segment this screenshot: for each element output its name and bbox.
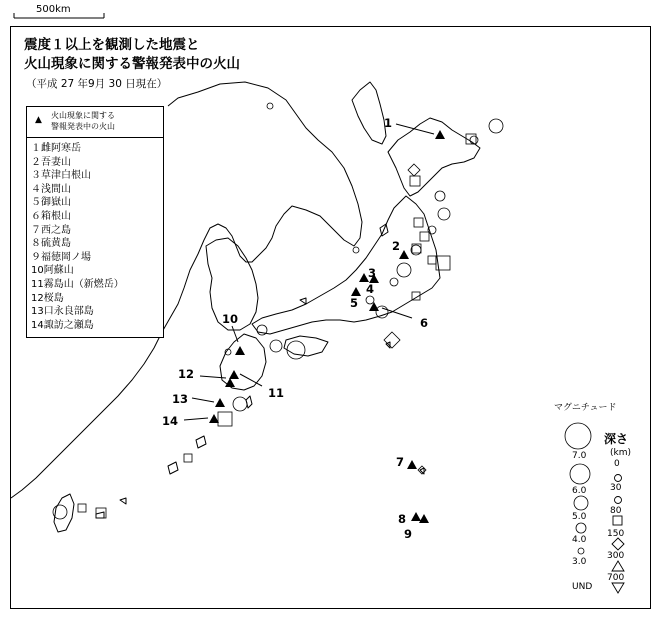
volcano-list-item: 11霧島山（新燃岳）	[31, 278, 124, 290]
volcano-label-12: 12	[178, 367, 195, 381]
volcano-list-item: 13口永良部島	[31, 306, 94, 318]
volcano-list-item: ６箱根山	[31, 210, 71, 222]
volcano-label-1: 1	[384, 116, 393, 130]
depth-circle-0	[615, 475, 622, 482]
depth-value-0: 0	[614, 459, 620, 469]
magnitude-value-7: 7.0	[572, 451, 587, 461]
volcano-label-9: 9	[404, 527, 413, 541]
volcano-label-6: 6	[420, 316, 429, 330]
depth-legend-unit: (km)	[610, 448, 632, 458]
volcano-list-item: ７西之島	[31, 224, 71, 236]
volcano-label-3: 3	[368, 266, 377, 280]
depth-diamond-150	[612, 538, 624, 550]
volcano-list-item: 12桜島	[31, 292, 64, 304]
volcano-label-7: 7	[396, 455, 405, 469]
legend-header-line-2: 警報発表中の火山	[51, 122, 115, 131]
title-line-1: 震度１以上を観測した地震と	[24, 37, 200, 53]
volcano-list-item: 10阿蘇山	[31, 265, 74, 277]
volcano-list-item: １雌阿寒岳	[31, 143, 81, 154]
depth-legend-title: 深さ	[604, 432, 629, 446]
legend-header-line-1: 火山現象に関する	[51, 111, 115, 120]
volcano-label-14: 14	[162, 414, 179, 428]
magnitude-value-4: 4.0	[572, 535, 587, 545]
volcano-list-item: ５御嶽山	[31, 197, 71, 209]
depth-value-300: 300	[607, 551, 625, 561]
volcano-label-8: 8	[398, 512, 407, 526]
depth-square-80	[613, 516, 622, 525]
map-subtitle: （平成 27 年9月 30 日現在）	[26, 78, 168, 90]
volcano-label-11: 11	[268, 386, 285, 400]
magnitude-value-6: 6.0	[572, 486, 587, 496]
volcano-list-item: 14諏訪之瀬島	[31, 319, 94, 331]
depth-triangle-up-300	[612, 561, 624, 571]
magnitude-circle-6	[570, 464, 590, 484]
depth-value-150: 150	[607, 529, 625, 539]
volcano-label-10: 10	[222, 312, 239, 326]
triangle-icon: ▲	[35, 115, 42, 125]
scale-label: 500km	[36, 4, 71, 15]
volcano-list-item: ３草津白根山	[31, 170, 91, 182]
volcano-list-item: ９福徳岡ノ場	[31, 251, 91, 263]
volcano-list-item: ８硫黄島	[31, 238, 71, 250]
magnitude-value-5: 5.0	[572, 512, 587, 522]
title-line-2: 火山現象に関する警報発表中の火山	[24, 56, 240, 72]
depth-triangle-down-700	[612, 583, 624, 593]
volcano-list-item: ４浅間山	[31, 183, 71, 195]
volcano-label-13: 13	[172, 392, 189, 406]
magnitude-circle-4	[576, 523, 586, 533]
volcano-list-item: ２吾妻山	[31, 156, 71, 168]
magnitude-legend-title: マグニチュード	[554, 403, 617, 413]
depth-value-30: 30	[610, 483, 622, 493]
depth-value-80: 80	[610, 506, 622, 516]
magnitude-value-3: 3.0	[572, 557, 587, 567]
volcano-label-2: 2	[392, 239, 401, 253]
volcano-label-5: 5	[350, 296, 359, 310]
depth-value-und: UND	[572, 582, 593, 592]
volcano-label-4: 4	[366, 282, 375, 296]
depth-circle-30	[615, 497, 622, 504]
magnitude-circle-5	[574, 496, 588, 510]
magnitude-circle-3	[578, 548, 584, 554]
magnitude-circle-7	[565, 423, 591, 449]
depth-value-700: 700	[607, 573, 625, 583]
